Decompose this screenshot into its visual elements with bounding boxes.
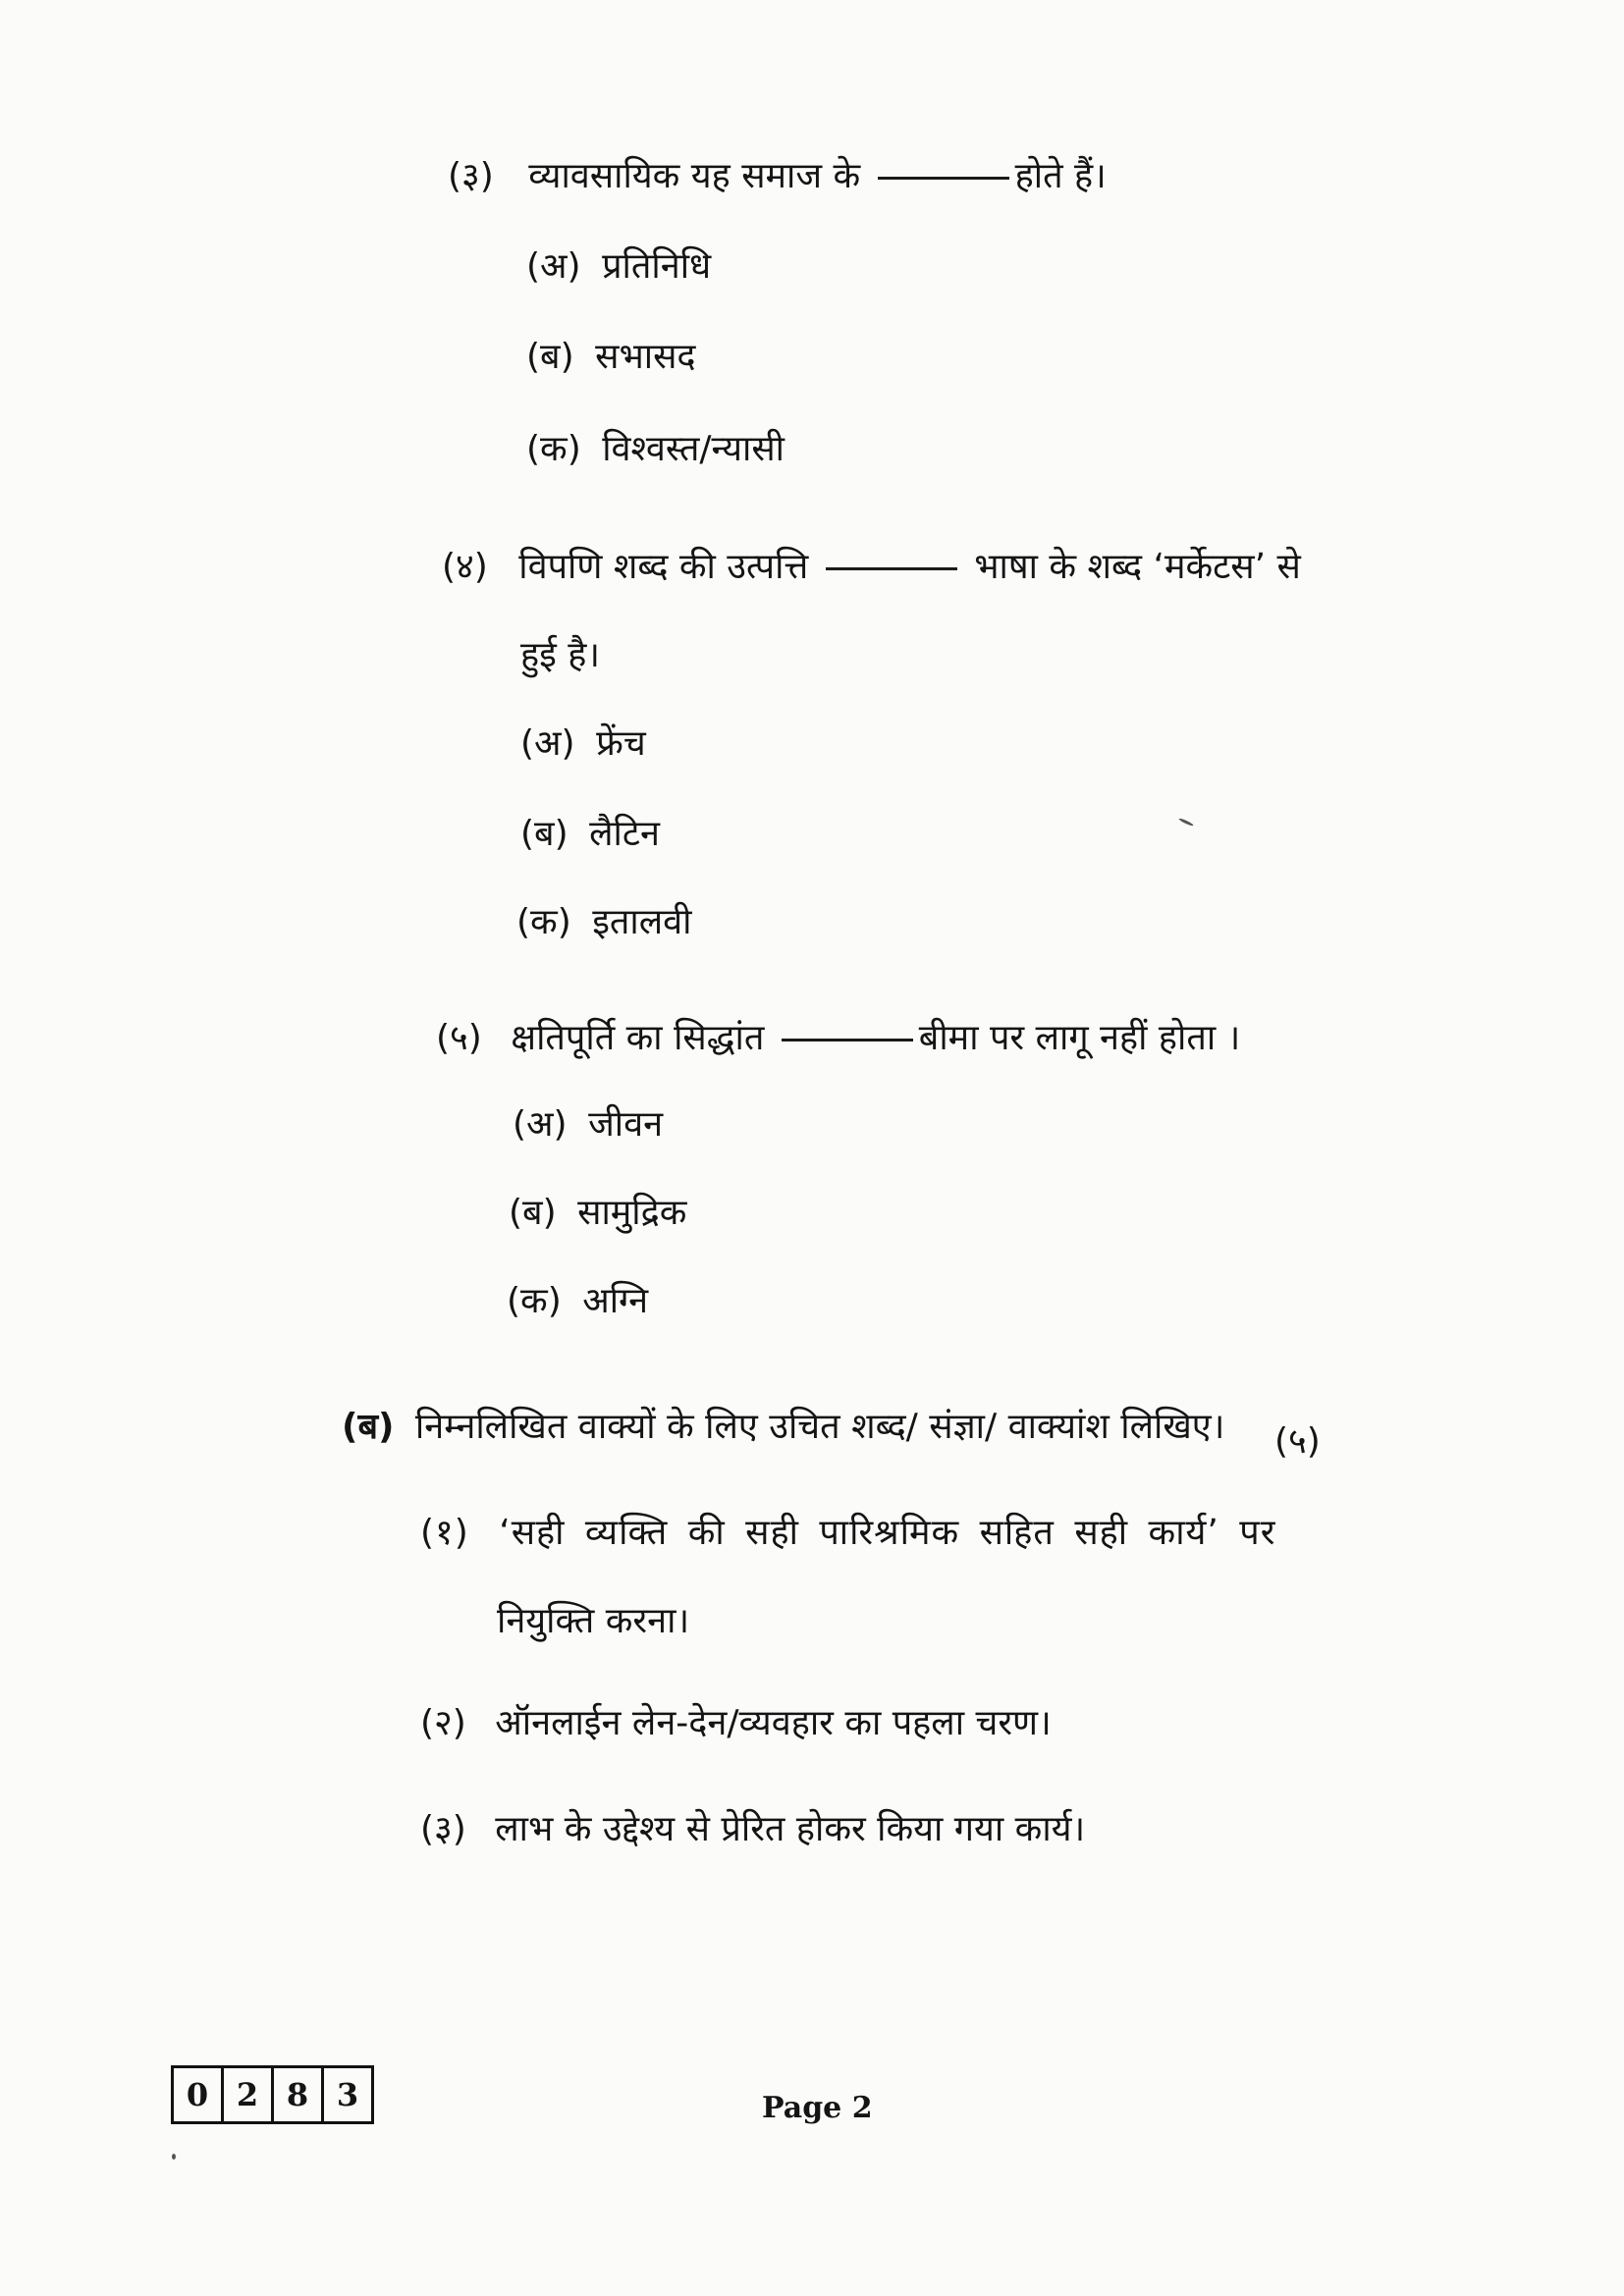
option-a — [513, 1104, 664, 1145]
option-text: विश्वस्त/न्यासी — [602, 429, 785, 469]
page-number: Page 2 — [762, 2091, 873, 2125]
option-a — [526, 246, 712, 287]
code-digit: 2 — [224, 2068, 274, 2121]
option-label: (अ) — [526, 246, 581, 287]
section-label: (ब) — [342, 1407, 395, 1447]
item-number: (३) — [420, 1809, 466, 1849]
option-c — [526, 429, 785, 469]
answer-blank — [782, 1039, 913, 1041]
paper-code-box — [171, 2065, 374, 2124]
question-text-after: होते हैं। — [1014, 156, 1107, 196]
question-text-after: बीमा पर लागू नहीं होता । — [918, 1018, 1241, 1058]
option-label: (क) — [507, 1281, 562, 1321]
item-text: लाभ के उद्देश्य से प्रेरित होकर किया गया कार्य। — [495, 1809, 1086, 1849]
option-c — [516, 902, 692, 942]
option-label: (ब) — [526, 337, 574, 377]
question-number: (३) — [448, 156, 494, 196]
section-b-item-3 — [420, 1809, 1086, 1849]
option-text: अग्नि — [582, 1281, 649, 1321]
option-text: फ्रेंच — [596, 723, 646, 764]
option-b — [520, 814, 660, 854]
item-text: ऑनलाईन लेन-देन/व्यवहार का पहला चरण। — [495, 1703, 1052, 1743]
item-number: (२) — [420, 1703, 466, 1743]
section-instruction: निम्नलिखित वाक्यों के लिए उचित शब्द/ संज्ञा/ वाक्यांश लिखिए। — [414, 1407, 1225, 1447]
question-3 — [448, 156, 1107, 196]
option-text: जीवन — [588, 1104, 664, 1145]
option-label: (क) — [526, 429, 581, 469]
option-label: (ब) — [520, 814, 568, 854]
option-a — [520, 723, 646, 764]
question-text-before: व्यावसायिक यह समाज के — [528, 156, 861, 196]
question-number: (५) — [436, 1018, 482, 1058]
option-label: (क) — [516, 902, 571, 942]
option-text: सभासद — [595, 337, 696, 377]
section-b-item-1-line2: नियुक्ति करना। — [497, 1601, 690, 1641]
question-5 — [436, 1018, 1241, 1058]
answer-blank — [878, 177, 1009, 180]
option-c — [507, 1281, 649, 1321]
question-text-after: भाषा के शब्द ‘मर्केटस’ से — [974, 547, 1301, 587]
option-label: (अ) — [513, 1104, 568, 1145]
question-4-line2: हुई है। — [520, 635, 600, 675]
scan-speck — [172, 2154, 176, 2160]
section-b-item-2 — [420, 1703, 1052, 1743]
item-text: ‘सही व्यक्ति की सही पारिश्रमिक सहित सही कार्य’ पर — [499, 1513, 1276, 1553]
option-b — [509, 1193, 687, 1233]
section-b-heading — [342, 1407, 1225, 1447]
question-4 — [442, 547, 1301, 587]
section-marks: (५) — [1274, 1421, 1321, 1462]
scan-speck — [1178, 818, 1194, 827]
option-text: सामुद्रिक — [577, 1193, 687, 1233]
option-label: (ब) — [509, 1193, 557, 1233]
question-text-before: क्षतिपूर्ति का सिद्धांत — [511, 1018, 765, 1058]
option-b — [526, 337, 696, 377]
item-number: (१) — [420, 1513, 469, 1553]
option-text: इतालवी — [592, 902, 692, 942]
code-digit: 0 — [174, 2068, 224, 2121]
code-digit: 8 — [274, 2068, 324, 2121]
question-text-before: विपणि शब्द की उत्पत्ति — [518, 547, 809, 587]
option-label: (अ) — [520, 723, 575, 764]
question-number: (४) — [442, 547, 488, 587]
option-text: लैटिन — [589, 814, 660, 854]
option-text: प्रतिनिधि — [602, 246, 712, 287]
section-b-item-1 — [420, 1513, 1276, 1553]
code-digit: 3 — [336, 2076, 359, 2113]
answer-blank — [826, 567, 957, 570]
